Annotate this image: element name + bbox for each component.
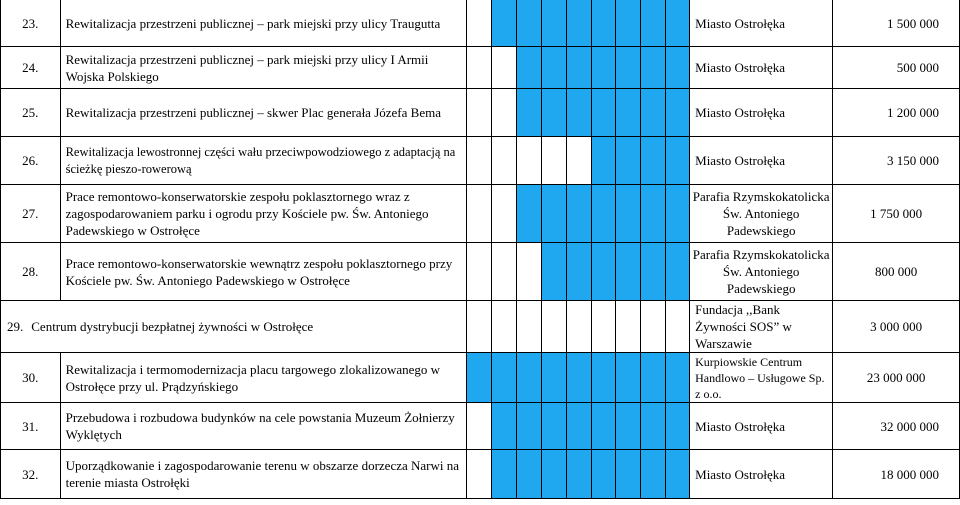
- timeline-cell-empty: [516, 243, 541, 301]
- timeline-cell-filled: [641, 89, 666, 137]
- timeline-cell-filled: [591, 403, 616, 450]
- timeline-cell-filled: [541, 243, 566, 301]
- timeline-cell-filled: [516, 450, 541, 499]
- project-name: Rewitalizacja lewostronnej części wału przeciwpowodziowego z adaptacją na ścieżkę pieszo-rowerową: [60, 137, 466, 185]
- table-row: [1, 47, 960, 89]
- timeline-cell-filled: [641, 243, 666, 301]
- timeline-cell-filled: [491, 450, 516, 499]
- timeline-cell-filled: [566, 89, 591, 137]
- timeline-cell-empty: [566, 137, 591, 185]
- timeline-cell-empty: [491, 89, 516, 137]
- table-row: [1, 450, 960, 499]
- table-row: [1, 89, 960, 137]
- project-owner: Parafia Rzymskokatolicka Św. Antoniego Padewskiego: [690, 185, 833, 243]
- timeline-cell-filled: [641, 137, 666, 185]
- timeline-cell-filled: [516, 185, 541, 243]
- project-owner: Miasto Ostrołęka: [690, 0, 833, 47]
- project-owner: Kurpiowskie Centrum Handlowo – Usługowe Sp. z o.o.: [690, 353, 833, 403]
- project-owner: Miasto Ostrołęka: [690, 89, 833, 137]
- timeline-cell-empty: [466, 89, 491, 137]
- timeline-cell-filled: [491, 0, 516, 47]
- timeline-cell-empty: [491, 47, 516, 89]
- timeline-cell-filled: [566, 0, 591, 47]
- timeline-cell-filled: [466, 353, 491, 403]
- timeline-cell-filled: [616, 0, 641, 47]
- timeline-cell-empty: [466, 47, 491, 89]
- timeline-cell-filled: [591, 89, 616, 137]
- project-name: Centrum dystrybucji bezpłatnej żywności w Ostrołęce: [31, 319, 314, 334]
- table-row: [1, 137, 960, 185]
- project-amount: 500 000: [833, 47, 960, 89]
- timeline-cell-empty: [466, 137, 491, 185]
- timeline-cell-empty: [516, 137, 541, 185]
- row-number: 29.: [7, 319, 24, 334]
- row-number: 31.: [1, 403, 61, 450]
- timeline-cell-filled: [641, 403, 666, 450]
- project-amount: 18 000 000: [833, 450, 960, 499]
- timeline-cell-filled: [666, 185, 690, 243]
- project-amount: 3 000 000: [833, 301, 960, 353]
- timeline-cell-empty: [466, 0, 491, 47]
- row-number: 25.: [1, 89, 61, 137]
- timeline-cell-empty: [491, 185, 516, 243]
- table-row: [1, 403, 960, 450]
- row-number: 27.: [1, 185, 61, 243]
- timeline-cell-filled: [666, 89, 690, 137]
- timeline-cell-empty: [466, 403, 491, 450]
- timeline-cell-empty: [541, 301, 566, 353]
- project-owner: Parafia Rzymskokatolicka Św. Antoniego Padewskiego: [690, 243, 833, 301]
- timeline-cell-filled: [566, 353, 591, 403]
- timeline-cell-filled: [541, 47, 566, 89]
- timeline-cell-empty: [641, 301, 666, 353]
- timeline-cell-filled: [591, 137, 616, 185]
- timeline-cell-filled: [516, 353, 541, 403]
- project-amount: 3 150 000: [833, 137, 960, 185]
- row-number: 32.: [1, 450, 61, 499]
- timeline-cell-filled: [516, 47, 541, 89]
- timeline-cell-filled: [541, 353, 566, 403]
- timeline-cell-filled: [541, 185, 566, 243]
- timeline-cell-filled: [616, 89, 641, 137]
- timeline-cell-filled: [666, 243, 690, 301]
- timeline-cell-filled: [541, 450, 566, 499]
- timeline-cell-empty: [666, 301, 690, 353]
- timeline-cell-empty: [566, 301, 591, 353]
- project-name: Uporządkowanie i zagospodarowanie terenu w obszarze dorzecza Narwi na terenie miasta Ostrołęki: [60, 450, 466, 499]
- timeline-cell-filled: [541, 89, 566, 137]
- timeline-cell-filled: [641, 185, 666, 243]
- timeline-cell-filled: [566, 185, 591, 243]
- timeline-cell-filled: [616, 243, 641, 301]
- timeline-cell-empty: [466, 301, 491, 353]
- timeline-cell-empty: [541, 137, 566, 185]
- timeline-cell-filled: [616, 403, 641, 450]
- timeline-cell-empty: [516, 301, 541, 353]
- project-name: Przebudowa i rozbudowa budynków na cele powstania Muzeum Żołnierzy Wyklętych: [60, 403, 466, 450]
- timeline-cell-filled: [666, 353, 690, 403]
- project-name: Prace remontowo-konserwatorskie zespołu poklasztornego wraz z zagospodarowaniem parku i ogrodu przy Kościele pw. Św. Antoniego Padewskiego w Ostrołęce: [60, 185, 466, 243]
- timeline-cell-filled: [541, 403, 566, 450]
- timeline-cell-filled: [616, 47, 641, 89]
- table-row: [1, 185, 960, 243]
- timeline-cell-filled: [641, 47, 666, 89]
- project-name: Rewitalizacja przestrzeni publicznej – skwer Plac generała Józefa Bema: [60, 89, 466, 137]
- project-amount: 1 750 000: [833, 185, 960, 243]
- timeline-cell-filled: [516, 0, 541, 47]
- timeline-cell-filled: [616, 185, 641, 243]
- timeline-cell-filled: [666, 137, 690, 185]
- table-row: [1, 243, 960, 301]
- project-amount: 1 500 000: [833, 0, 960, 47]
- project-name: Prace remontowo-konserwatorskie wewnątrz zespołu poklasztornego przy Kościele pw. Św. Antoniego Padewskiego w Ostrołęce: [60, 243, 466, 301]
- row-number: 24.: [1, 47, 61, 89]
- timeline-cell-empty: [466, 450, 491, 499]
- timeline-cell-filled: [591, 0, 616, 47]
- project-amount: 32 000 000: [833, 403, 960, 450]
- timeline-cell-filled: [516, 89, 541, 137]
- timeline-cell-filled: [491, 403, 516, 450]
- row-number: 26.: [1, 137, 61, 185]
- timeline-cell-filled: [666, 450, 690, 499]
- project-amount: 23 000 000: [833, 353, 960, 403]
- project-name: Rewitalizacja i termomodernizacja placu targowego zlokalizowanego w Ostrołęce przy ul. Prądzyńskiego: [60, 353, 466, 403]
- timeline-cell-empty: [466, 185, 491, 243]
- project-owner: Fundacja ,,Bank Żywności SOS” w Warszawie: [690, 301, 833, 353]
- timeline-cell-filled: [641, 0, 666, 47]
- project-amount: 1 200 000: [833, 89, 960, 137]
- timeline-cell-filled: [516, 403, 541, 450]
- timeline-cell-empty: [466, 243, 491, 301]
- timeline-cell-filled: [541, 0, 566, 47]
- project-owner: Miasto Ostrołęka: [690, 403, 833, 450]
- timeline-cell-filled: [666, 47, 690, 89]
- row-number-and-project-name: [1, 301, 467, 353]
- row-number: 28.: [1, 243, 61, 301]
- timeline-cell-filled: [641, 450, 666, 499]
- timeline-cell-filled: [666, 403, 690, 450]
- timeline-cell-empty: [491, 301, 516, 353]
- timeline-cell-empty: [491, 137, 516, 185]
- timeline-cell-filled: [666, 0, 690, 47]
- timeline-cell-filled: [591, 243, 616, 301]
- timeline-cell-filled: [591, 47, 616, 89]
- timeline-cell-filled: [616, 450, 641, 499]
- project-owner: Miasto Ostrołęka: [690, 47, 833, 89]
- timeline-cell-filled: [616, 353, 641, 403]
- project-owner: Miasto Ostrołęka: [690, 137, 833, 185]
- project-amount: 800 000: [833, 243, 960, 301]
- timeline-cell-filled: [491, 353, 516, 403]
- timeline-cell-empty: [616, 301, 641, 353]
- timeline-cell-filled: [616, 137, 641, 185]
- timeline-cell-filled: [566, 47, 591, 89]
- project-name: Rewitalizacja przestrzeni publicznej – park miejski przy ulicy Traugutta: [60, 0, 466, 47]
- timeline-cell-empty: [491, 243, 516, 301]
- row-number: 30.: [1, 353, 61, 403]
- timeline-cell-filled: [591, 353, 616, 403]
- row-number: 23.: [1, 0, 61, 47]
- timeline-cell-filled: [566, 243, 591, 301]
- timeline-cell-filled: [641, 353, 666, 403]
- table-row: [1, 301, 960, 353]
- timeline-cell-filled: [591, 185, 616, 243]
- timeline-cell-filled: [566, 450, 591, 499]
- table-row: [1, 353, 960, 403]
- project-owner: Miasto Ostrołęka: [690, 450, 833, 499]
- timeline-cell-filled: [591, 450, 616, 499]
- table-row: [1, 0, 960, 47]
- project-name: Rewitalizacja przestrzeni publicznej – park miejski przy ulicy I Armii Wojska Polskiego: [60, 47, 466, 89]
- timeline-cell-filled: [566, 403, 591, 450]
- timeline-cell-empty: [591, 301, 616, 353]
